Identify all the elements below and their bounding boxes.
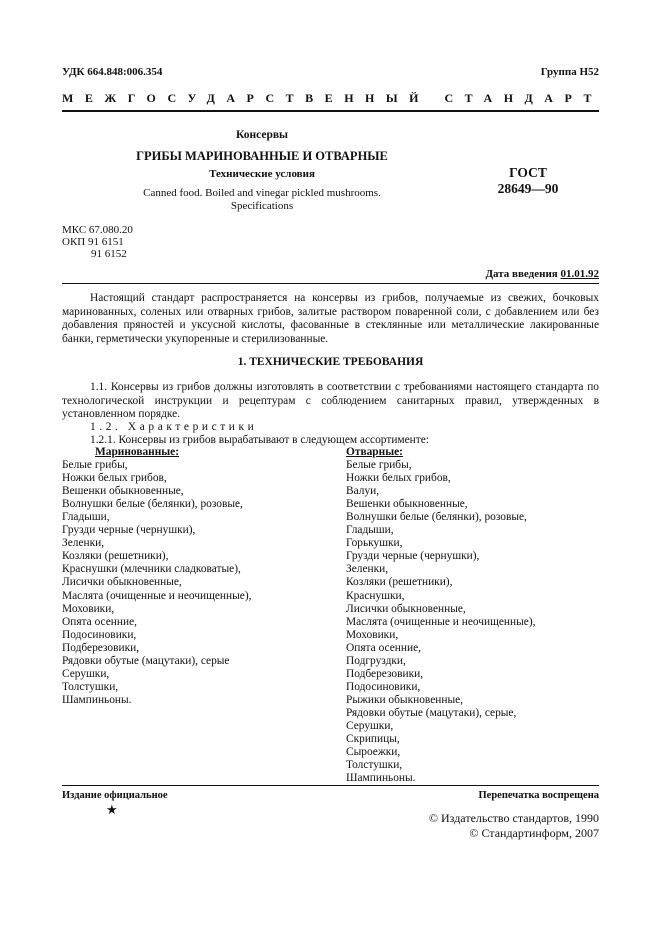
list-item: Зеленки, xyxy=(62,537,105,550)
list-item: Скрипицы, xyxy=(346,733,400,746)
paragraph-1-2: 1.2. Характеристики xyxy=(90,421,258,433)
list-item: Маслята (очищенные и неочищенные), xyxy=(62,589,252,602)
list-item: Подосиновики, xyxy=(346,680,421,693)
list-item: Маслята (очищенные и неочищенные), xyxy=(346,615,536,628)
footer-rule xyxy=(62,785,599,786)
list-item: Опята осенние, xyxy=(62,615,138,628)
list-item: Белые грибы, xyxy=(346,459,412,472)
list-item: Ножки белых грибов, xyxy=(346,472,451,485)
list-item: Грузди черные (чернушки), xyxy=(346,550,480,563)
english-title-line-2: Specifications xyxy=(230,200,294,212)
copyright-1: © Издательство стандартов, 1990 xyxy=(428,811,599,825)
list-item: Серушки, xyxy=(62,667,110,680)
official-edition: Издание официальное xyxy=(62,790,168,801)
copyright-2: © Стандартинформ, 2007 xyxy=(469,826,599,840)
list-item: Рыжики обыкновенные, xyxy=(346,693,464,706)
group-code: Группа Н52 xyxy=(540,66,599,78)
okp-code-2: 91 6152 xyxy=(91,248,127,260)
list-item: Краснушки (млечники сладковатые), xyxy=(62,563,241,576)
star-icon: ★ xyxy=(106,802,118,817)
list-item: Козляки (решетники), xyxy=(62,550,169,563)
list-item: Подосиновики, xyxy=(62,628,137,641)
list-item: Подберезовики, xyxy=(346,667,424,680)
standard-title: МЕЖГОСУДАРСТВЕННЫЙ СТАНДАРТ xyxy=(62,91,603,105)
intro-paragraph: Настоящий стандарт распространяется на консервы из грибов, получаемые из свежих, бочковых маринованных, соленых или отварных грибов, залитые раствором поваренной соли, с добавлением или без добавления пряностей и уксусной кислоты, фасованные в стеклянные или металлические лакированные банки, герметически укупоренные и стерилизованные. xyxy=(62,292,599,345)
list-item: Опята осенние, xyxy=(346,641,422,654)
list-item: Рядовки обутые (мацутаки), серые xyxy=(62,654,230,667)
english-title-line-1: Canned food. Boiled and vinegar pickled mushrooms. xyxy=(143,187,381,199)
boiled-header: Отварные: xyxy=(346,446,403,458)
effective-date xyxy=(485,268,599,280)
document-subtitle: Технические условия xyxy=(209,168,315,180)
list-item: Толстушки, xyxy=(62,680,119,693)
mks-code: МКС 67.080.20 xyxy=(62,224,133,236)
effective-date-label: Дата введения xyxy=(485,268,558,280)
paragraph-1-1: 1.1. Консервы из грибов должны изготовлять в соответствии с требованиями настоящего стандарта по технологической инструкции и рецептурам с соблюдением санитарных правил, утвержденных в установленном порядке. xyxy=(62,381,599,421)
list-item: Лисички обыкновенные, xyxy=(346,602,466,615)
gost-number: 28649—90 xyxy=(497,181,559,196)
gost-label: ГОСТ xyxy=(509,165,547,180)
marinated-list xyxy=(62,446,251,707)
list-item: Шампиньоны. xyxy=(346,772,416,785)
list-item: Моховики, xyxy=(62,602,115,615)
list-item: Лисички обыкновенные, xyxy=(62,576,182,589)
list-item: Козляки (решетники), xyxy=(346,576,453,589)
section-title: 1. ТЕХНИЧЕСКИЕ ТРЕБОВАНИЯ xyxy=(237,356,424,368)
marinated-header: Маринованные: xyxy=(95,446,180,458)
list-item: Сыроежки, xyxy=(346,746,401,759)
reprint-notice: Перепечатка воспрещена xyxy=(478,790,599,801)
list-item: Волнушки белые (белянки), розовые, xyxy=(62,498,243,511)
document-category: Консервы xyxy=(235,129,289,141)
list-item: Гладыши, xyxy=(62,511,110,524)
list-item: Грузди черные (чернушки), xyxy=(62,524,196,537)
list-item: Серушки, xyxy=(346,719,394,732)
list-item: Краснушки, xyxy=(346,589,405,602)
list-item: Толстушки, xyxy=(346,759,403,772)
list-item: Горькушки, xyxy=(346,537,403,550)
document-title: ГРИБЫ МАРИНОВАННЫЕ И ОТВАРНЫЕ xyxy=(136,149,388,163)
list-item: Белые грибы, xyxy=(62,459,128,472)
list-item: Зеленки, xyxy=(346,563,389,576)
list-item: Рядовки обутые (мацутаки), серые, xyxy=(346,706,517,719)
list-item: Валуи, xyxy=(346,485,380,498)
okp-code-1: ОКП 91 6151 xyxy=(62,236,124,248)
list-item: Вешенки обыкновенные, xyxy=(62,485,184,498)
boiled-list xyxy=(346,446,535,785)
list-item: Гладыши, xyxy=(346,524,394,537)
list-item: Ножки белых грибов, xyxy=(62,472,167,485)
paragraph-1-2-1: 1.2.1. Консервы из грибов вырабатывают в следующем ассортименте: xyxy=(90,434,429,446)
list-item: Волнушки белые (белянки), розовые, xyxy=(346,511,527,524)
header-rule xyxy=(62,110,599,112)
list-item: Моховики, xyxy=(346,628,399,641)
date-rule xyxy=(62,283,599,284)
list-item: Вешенки обыкновенные, xyxy=(346,498,468,511)
list-item: Подгруздки, xyxy=(346,654,406,667)
list-item: Подберезовики, xyxy=(62,641,140,654)
list-item: Шампиньоны. xyxy=(62,693,132,706)
udk-code: УДК 664.848:006.354 xyxy=(62,66,163,78)
effective-date-value: 01.01.92 xyxy=(560,268,599,280)
